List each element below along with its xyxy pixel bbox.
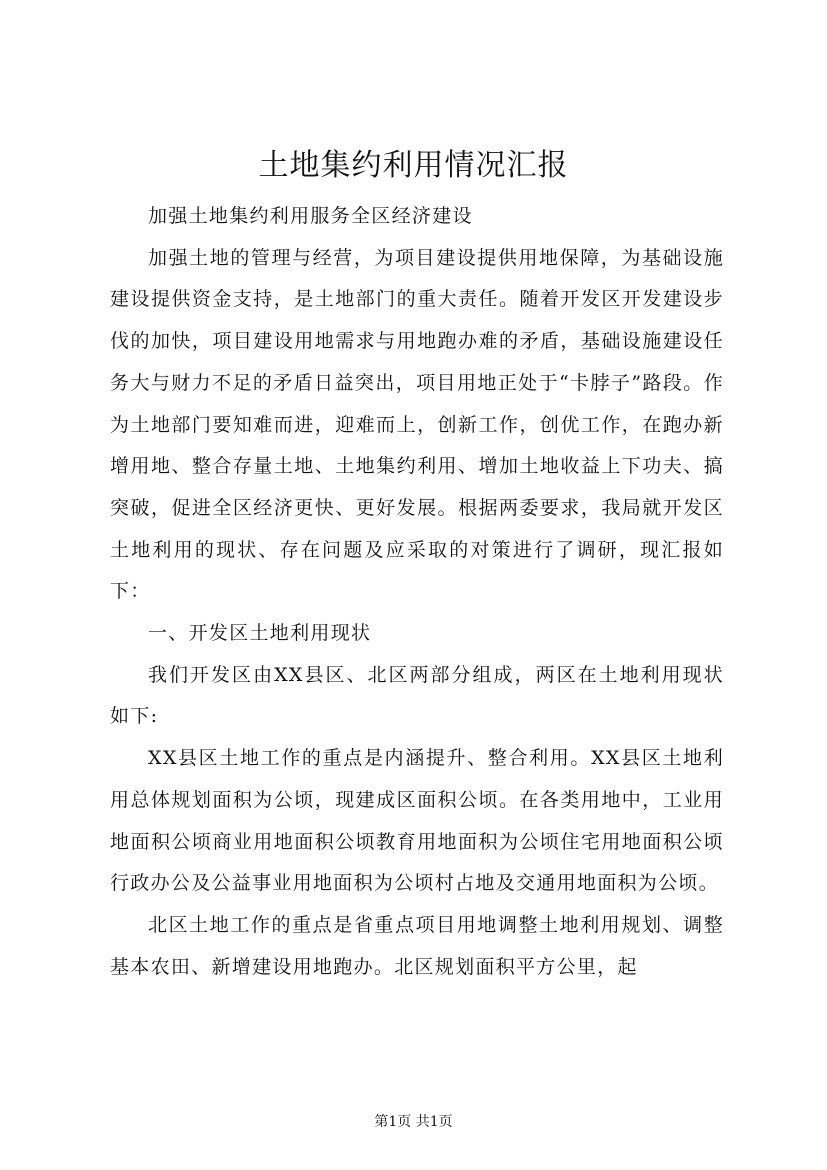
paragraph-north-district-land-use: 北区土地工作的重点是省重点项目用地调整土地利用规划、调整基本农田、新增建设用地跑办。北区规划面积平方公里，起	[110, 913, 724, 978]
paragraph-subtitle: 加强土地集约利用服务全区经济建设	[148, 205, 473, 227]
paragraph-introduction: 加强土地的管理与经营，为项目建设提供用地保障，为基础设施建设提供资金支持，是土地部门的重大责任。随着开发区开发建设步伐的加快，项目建设用地需求与用地跑办难的矛盾，基础设施建设任务大与财力不足的矛盾日益突出，项目用地正处于“卡脖子”路段。作为土地部门要知难而进，迎难而上，创新工作，创优工作，在跑办新增用地、整合存量土地、土地集约利用、增加土地收益上下功夫、搞突破，促进全区经济更快、更好发展。根据两委要求，我局就开发区土地利用的现状、存在问题及应采取的对策进行了调研，现汇报如下：	[110, 246, 724, 603]
document-body	[110, 196, 724, 988]
paragraph-xx-county-land-use: XX县区土地工作的重点是内涵提升、整合利用。XX县区土地利用总体规划面积为公顷，现建成区面积公顷。在各类用地中，工业用地面积公顷商业用地面积公顷教育用地面积为公顷住宅用地面积公顷行政办公及公益事业用地面积为公顷村占地及交通用地面积为公顷。	[110, 747, 724, 895]
page-number-footer: 第1页 共1页	[374, 1114, 453, 1130]
paragraph-district-composition: 我们开发区由XX县区、北区两部分组成，两区在土地利用现状如下:	[110, 663, 724, 728]
section-heading-current-status: 一、开发区土地利用现状	[148, 622, 372, 645]
document-title: 土地集约利用情况汇报	[258, 148, 569, 183]
